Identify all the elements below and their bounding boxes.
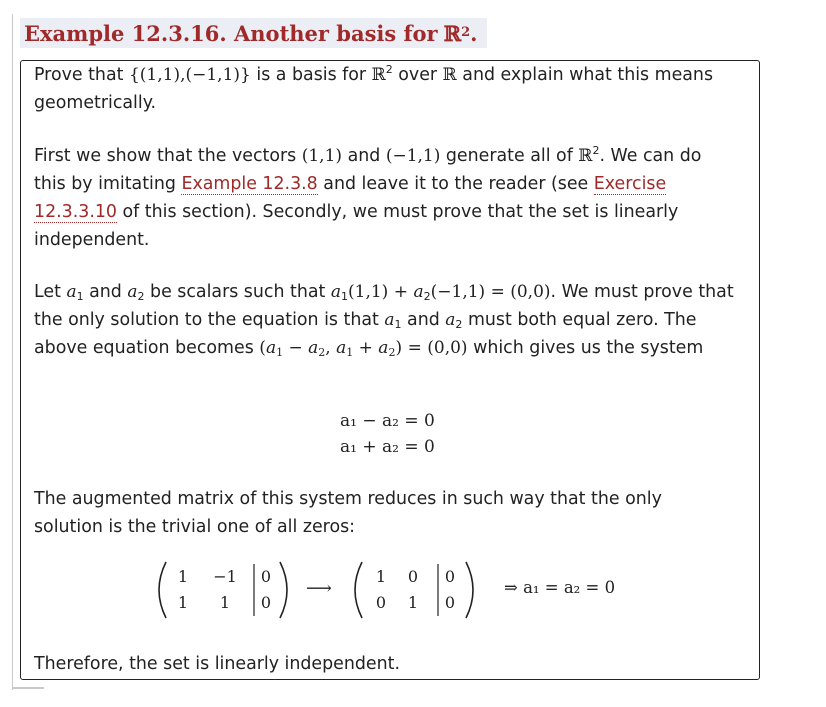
matrix-cell: 1	[407, 593, 419, 612]
reduces-to-arrow: ⟶	[306, 578, 332, 599]
matrix-cell: 1	[177, 567, 189, 586]
matrix-cell: 0	[444, 593, 456, 612]
equation-row-2: a₁ + a₂ = 0	[340, 437, 435, 457]
augmented-matrix-original	[152, 558, 298, 622]
statement: Prove that {(1,1),(−1,1)} is a basis for ℝ$^2$ over ℝ and explain what this means geometrically.	[34, 63, 714, 113]
example-title: Another basis for	[234, 20, 438, 46]
matrix-cell: 1	[219, 593, 231, 612]
real-field-symbol: ℝ	[443, 20, 462, 46]
link-exercise-12-3-3-10[interactable]: Exercise 12.3.3.10	[34, 174, 667, 222]
matrix-cell: 0	[260, 593, 272, 612]
matrix-cell: 1	[177, 593, 189, 612]
example-heading[interactable]: Example 12.3.16. Another basis for ℝ 2 .	[20, 18, 487, 48]
matrix-cell: 0	[375, 593, 387, 612]
paragraph-augmented: The augmented matrix of this system reduces in such way that the only solution is the trivial one of all zeros:	[34, 489, 662, 537]
result-equation: ⇒ a₁ = a₂ = 0	[504, 578, 616, 597]
equation-row-1: a₁ − a₂ = 0	[340, 411, 435, 431]
link-example-12-3-8[interactable]: Example 12.3.8	[181, 174, 318, 194]
matrix-cell: −1	[213, 567, 237, 586]
matrix-cell: 0	[444, 567, 456, 586]
left-margin-rule	[12, 14, 13, 690]
matrix-cell: 0	[260, 567, 272, 586]
augmented-matrix-reduced	[348, 558, 484, 622]
equation-system	[340, 408, 435, 460]
paragraph-independence: Let $a_1$ and $a_2$ be scalars such that $a_1(1,1) + a_2(-1,1) = (0,0)$. We must prove that the only solution to the equation is that $a_1$ and $a_2$ must both equal zero. The above equation becomes ($a_1 - a_2$, $a_1 + a_2) = (0,0)$ which gives us the system	[34, 282, 734, 359]
example-number: Example 12.3.16.	[24, 20, 227, 46]
matrix-cell: 1	[375, 567, 387, 586]
conclusion: Therefore, the set is linearly independent.	[34, 654, 400, 674]
left-margin-foot	[12, 687, 44, 689]
matrix-cell: 0	[407, 567, 419, 586]
paragraph-spanning: First we show that the vectors (1,1) and (−1,1) generate all of ℝ$^2$. We can do this by imitating Example 12.3.8 and leave it to the reader (see Exercise 12.3.3.10 of this section). Secondly, we must prove that the set is linearly independent.	[34, 144, 702, 250]
